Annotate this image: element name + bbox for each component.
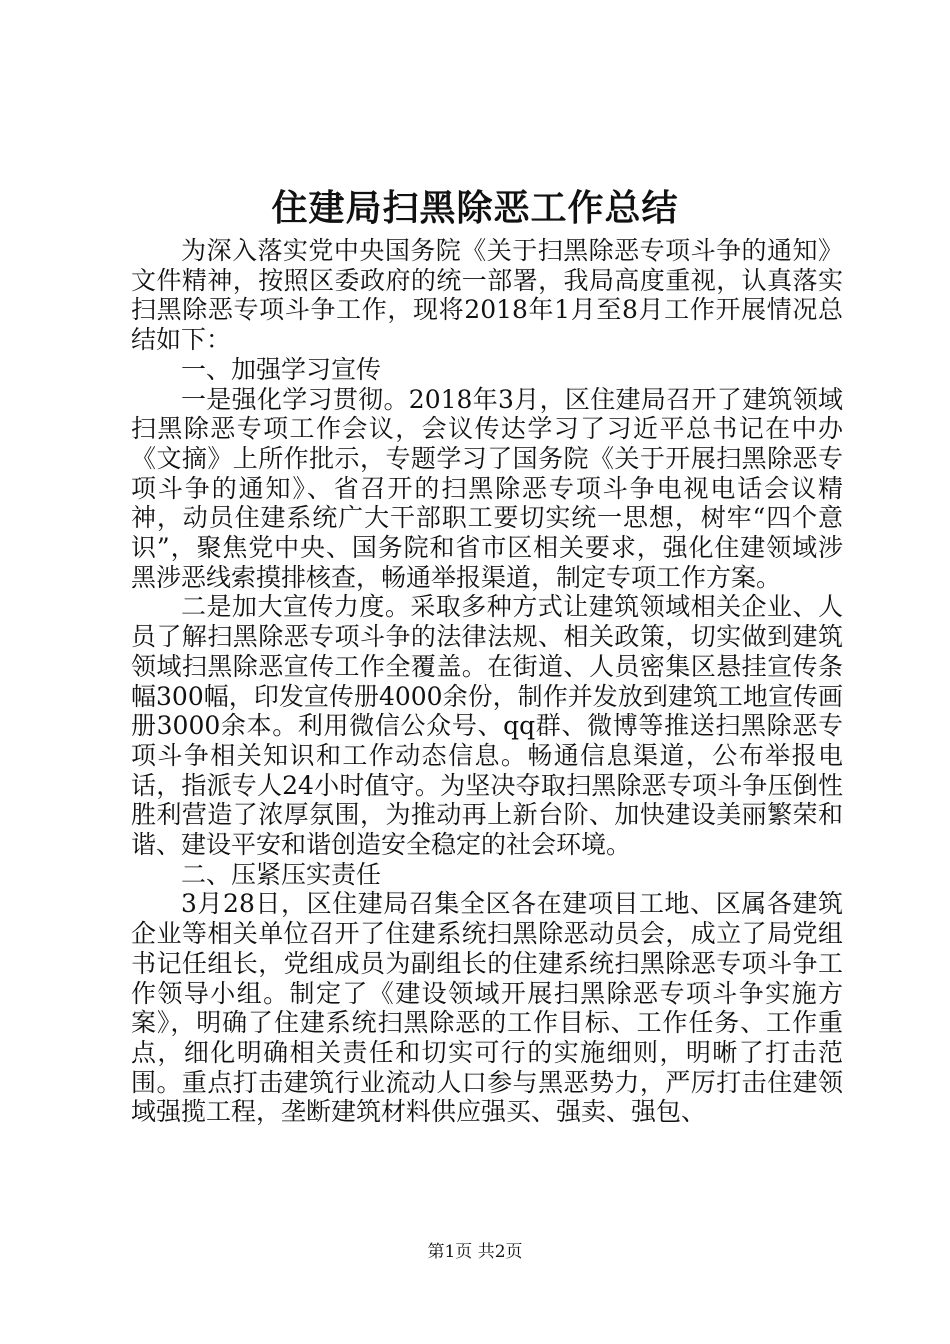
body-paragraph: 二是加大宣传力度。采取多种方式让建筑领域相关企业、人员了解扫黑除恶专项斗争的法律法规、相关政策，切实做到建筑领域扫黑除恶宣传工作全覆盖。在街道、人员密集区悬挂宣传条幅300幅，印发宣传册4000余份，制作并发放到建筑工地宣传画册3000余本。利用微信公众号、qq群、微博等推送扫黑除恶专项斗争相关知识和工作动态信息。畅通信息渠道，公布举报电话，指派专人24小时值守。为坚决夺取扫黑除恶专项斗争压倒性胜利营造了浓厚氛围，为推动再上新台阶、加快建设美丽繁荣和谐、建设平安和谐创造安全稳定的社会环境。 (131, 592, 843, 860)
section-heading-2: 二、压紧压实责任 (181, 859, 382, 889)
intro-paragraph: 为深入落实党中央国务院《关于扫黑除恶专项斗争的通知》文件精神，按照区委政府的统一部署，我局高度重视，认真落实扫黑除恶专项斗争工作，现将2018年1月至8月工作开展情况总结如下： (131, 236, 843, 355)
body-paragraph: 一是强化学习贯彻。2018年3月，区住建局召开了建筑领域扫黑除恶专项工作会议，会议传达学习了习近平总书记在中办《文摘》上所作批示，专题学习了国务院《关于开展扫黑除恶专项斗争的通知》、省召开的扫黑除恶专项斗争电视电话会议精神，动员住建系统广大干部职工要切实统一思想，树牢“四个意识”，聚焦党中央、国务院和省市区相关要求，强化住建领域涉黑涉恶线索摸排核查，畅通举报渠道，制定专项工作方案。 (131, 384, 843, 592)
document-body (131, 236, 843, 1127)
document-title: 住建局扫黑除恶工作总结 (271, 187, 679, 229)
page-footer: 第1页 共2页 (427, 1242, 523, 1262)
section-heading-1: 一、加强学习宣传 (181, 354, 382, 384)
body-paragraph: 3月28日，区住建局召集全区各在建项目工地、区属各建筑企业等相关单位召开了住建系统扫黑除恶动员会，成立了局党组书记任组长，党组成员为副组长的住建系统扫黑除恶专项斗争工作领导小组。制定了《建设领域开展扫黑除恶专项斗争实施方案》，明确了住建系统扫黑除恶的工作目标、工作任务、工作重点，细化明确相关责任和切实可行的实施细则，明晰了打击范围。重点打击建筑行业流动人口参与黑恶势力，严厉打击住建领域强揽工程，垄断建筑材料供应强买、强卖、强包、 (131, 889, 843, 1127)
